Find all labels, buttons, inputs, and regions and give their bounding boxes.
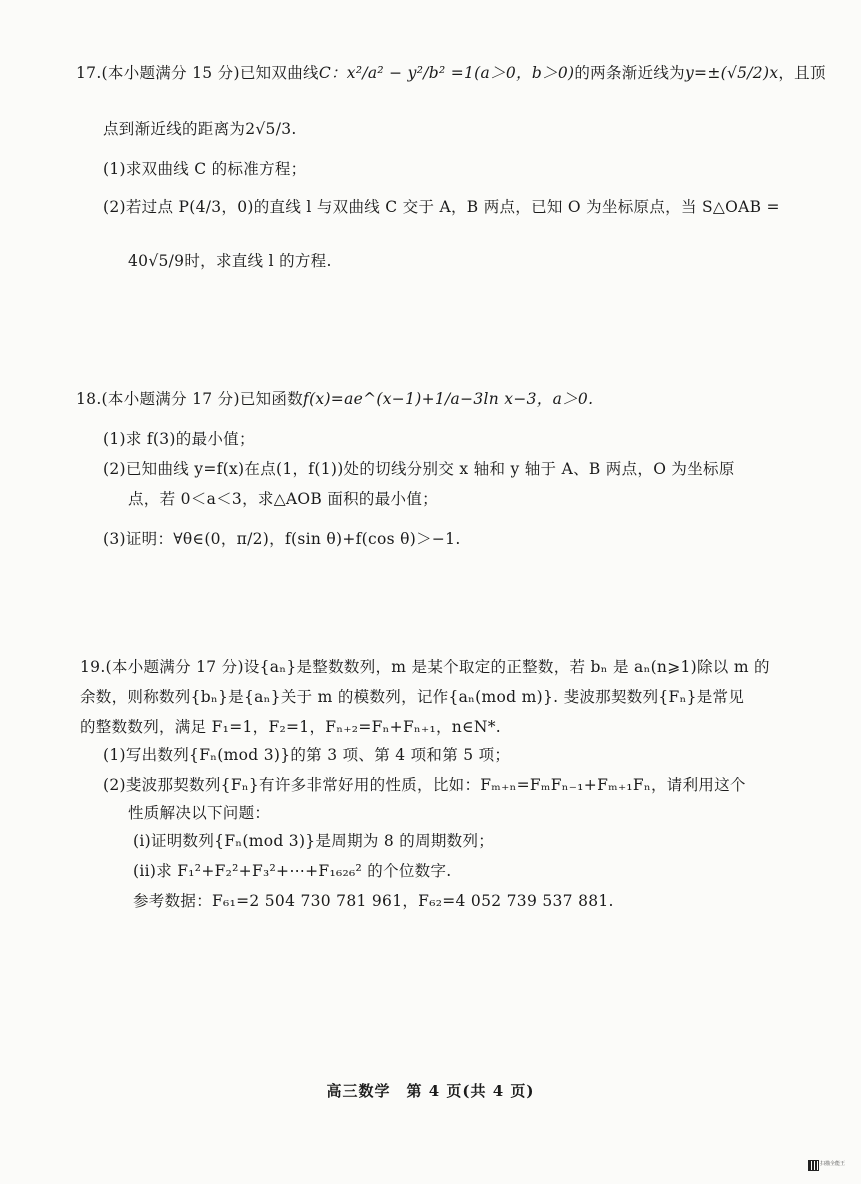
q19-line1: 19.(本小题满分 17 分)设{aₙ}是整数数列，m 是某个取定的正整数，若 bₙ 是 aₙ(n⩾1)除以 m 的 [80,658,770,676]
q19-line5: (2)斐波那契数列{Fₙ}有许多非常好用的性质，比如：Fₘ₊ₙ=FₘFₙ₋₁+Fₘ₊₁Fₙ，请利用这个 [103,776,746,794]
q17-part2-c: 时，求直线 l 的方程. [184,252,332,270]
page-footer: 高三数学 第 4 页(共 4 页) [326,1082,535,1100]
q17-asymptote-text: 的两条渐近线为 [574,64,685,82]
q17-curve-equation: C：x²/a² − y²/b² =1(a＞0，b＞0) [318,64,575,82]
q17-line1 [76,62,826,84]
q17-part2-line1 [103,196,780,218]
q17-area-value: 40√5/9 [128,252,185,270]
q18-part1: (1)求 f(3)的最小值； [103,430,255,448]
scanner-watermark: 扫描全能王 [820,1161,846,1167]
q19-line9: 参考数据：F₆₁=2 504 730 781 961，F₆₂=4 052 739 537 881. [133,892,614,910]
q18-head: 18.(本小题满分 17 分)已知函数 [76,390,304,408]
q18-part3: (3)证明：∀θ∈(0，π/2)，f(sin θ)+f(cos θ)＞−1. [103,530,461,548]
q17-part2-a: (2)若过点 P [103,198,190,216]
q19-line3: 的整数数列，满足 F₁=1，F₂=1，Fₙ₊₂=Fₙ+Fₙ₊₁，n∈N*. [80,718,502,736]
q17-line2: 点到渐近线的距离为2√5/3. [103,120,297,138]
scanner-logo-icon [808,1160,819,1171]
q18-part2-line1: (2)已知曲线 y=f(x)在点(1，f(1))处的切线分别交 x 轴和 y 轴于 A、B 两点，O 为坐标原 [103,460,735,478]
q17-point: (4/3，0) [189,198,254,216]
q18-line1 [76,388,593,410]
q19-line7: (i)证明数列{Fₙ(mod 3)}是周期为 8 的周期数列； [133,832,495,850]
q19-line2: 余数，则称数列{bₙ}是{aₙ}关于 m 的模数列，记作{aₙ(mod m)}. 斐波那契数列{Fₙ}是常见 [80,688,745,706]
q19-line6: 性质解决以下问题： [128,804,271,822]
q17-head: 17.(本小题满分 15 分)已知双曲线 [76,64,319,82]
q17-part1: (1)求双曲线 C 的标准方程； [103,160,307,178]
q17-part2-b: 的直线 l 与双曲线 C 交于 A，B 两点，已知 O 为坐标原点，当 S△OAB = [253,198,780,216]
q19-line4: (1)写出数列{Fₙ(mod 3)}的第 3 项、第 4 项和第 5 项； [103,746,511,764]
q17-tail: ，且顶 [778,64,826,82]
q19-line8: (ii)求 F₁²+F₂²+F₃²+⋯+F₁₆₂₆² 的个位数字. [133,862,452,880]
q17-asymptote-equation: y=±(√5/2)x [684,64,779,82]
q17-distance-text: 点到渐近线的距离为 [103,120,246,138]
q18-function: f(x)=ae^(x−1)+1/a−3ln x−3，a＞0. [303,390,594,408]
q18-part2-line2: 点，若 0＜a＜3，求△AOB 面积的最小值； [128,490,438,508]
q17-distance-value: 2√5/3 [245,120,292,138]
q17-part2-line2 [128,250,332,272]
